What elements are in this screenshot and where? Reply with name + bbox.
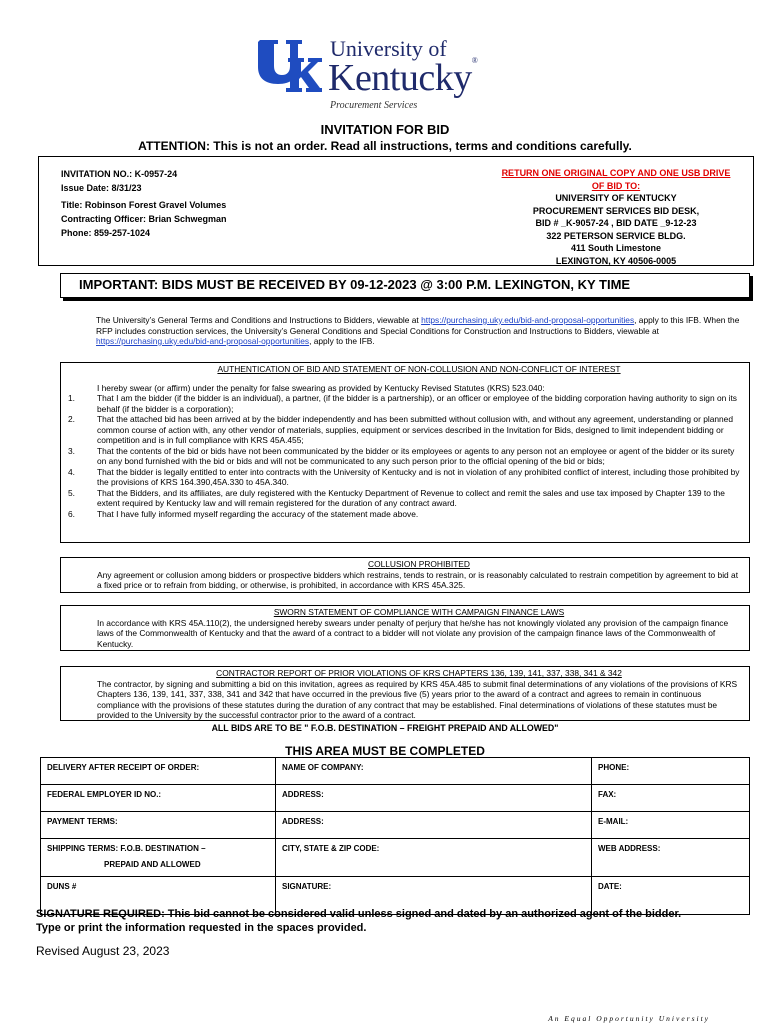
company-name-field[interactable]: NAME OF COMPANY: xyxy=(276,758,592,785)
bid-info-box xyxy=(38,156,754,266)
payment-terms-field[interactable]: PAYMENT TERMS: xyxy=(41,812,276,839)
return-line-3: BID # _K-9057-24 , BID DATE _9-12-23 xyxy=(535,218,697,228)
return-line-2: PROCUREMENT SERVICES BID DESK, xyxy=(532,205,700,216)
item-number: 6. xyxy=(68,508,75,519)
duns-field[interactable]: DUNS # xyxy=(41,877,276,915)
deadline-banner: IMPORTANT: BIDS MUST BE RECEIVED BY 09-12-2023 @ 3:00 P.M. LEXINGTON, KY TIME xyxy=(60,273,750,298)
email-field[interactable]: E-MAIL: xyxy=(592,812,750,839)
form-row xyxy=(41,758,750,785)
contractor-report-text: The contractor, by signing and submitting a bid on this invitation, agrees as required by KRS 45A.485 to submit final determinations of any violations of the provisions of KRS Chapters 136, 139, 141, 337, 338, 341 and 342 that have occurred in the previous five (5) years prior to the award of a contract and agrees to remain in continuous compliance with the provisions of these statutes during the duration of any contract that may be established. Final determinations of violations of these statutes must be provided to the University by the successful contractor prior to the award of a contract. xyxy=(97,678,738,720)
item-text: That the attached bid has been arrived at by the bidder independently and has been submitted without collusion with, and without any agreement, understanding or planned common course of action with, any other vendor of materials, supplies, equipment or services described in the Invitation for Bids, designed to limit independent bidding or competition and is in full compliance with KRS 45A.455; xyxy=(97,414,733,445)
item-text: That the contents of the bid or bids have not been communicated by the bidder or its employees or agents to any person not an employee or agent of the bidder or its surety on any bond furnished with the bid or bids and will not be communicated to any such person prior to the official opening of the bid or bids; xyxy=(97,445,735,466)
authentication-item xyxy=(68,466,741,488)
bid-details xyxy=(61,167,227,240)
form-row xyxy=(41,812,750,839)
form-row xyxy=(41,839,750,877)
construction-terms-link[interactable]: https://purchasing.uky.edu/bid-and-proposal-opportunities xyxy=(96,336,310,346)
invitation-number: INVITATION NO.: K-0957-24 xyxy=(61,169,178,179)
collusion-text: Any agreement or collusion among bidders or prospective bidders which restrains, tends to restrain, or is reasonably calculated to restrain competition by agreement to bid at a fixed price or to refrain from bidding, or otherwise, is prohibited, in accordance with KRS 45A.325. xyxy=(97,569,739,590)
federal-id-field[interactable]: FEDERAL EMPLOYER ID NO.: xyxy=(41,785,276,812)
address-field[interactable]: ADDRESS: xyxy=(276,785,592,812)
web-address-field[interactable]: WEB ADDRESS: xyxy=(592,839,750,877)
footer-eoe: An Equal Opportunity University xyxy=(548,1014,710,1023)
item-number: 1. xyxy=(68,393,75,403)
revision-date: Revised August 23, 2023 xyxy=(36,944,170,958)
logo-procurement-services: Procurement Services xyxy=(330,100,418,111)
authentication-item xyxy=(68,445,741,467)
return-line-4: 322 PETERSON SERVICE BLDG. xyxy=(546,230,686,241)
return-line-5: 411 South Limestone xyxy=(570,243,662,253)
authentication-intro: I hereby swear (or affirm) under the penalty for false swearing as provided by Kentucky Revised Statutes (KRS) 523.040: xyxy=(97,382,545,393)
issue-date: Issue Date: 8/31/23 xyxy=(61,183,142,193)
contracting-officer: Contracting Officer: Brian Schwegman xyxy=(61,214,227,224)
return-address xyxy=(485,167,747,267)
item-text: That I am the bidder (if the bidder is an individual), a partner, (if the bidder is a partnership), or an officer or employee of the bidding corporation having authority to sign on its behalf (if the bidder is a corporation); xyxy=(97,393,737,414)
officer-phone: Phone: 859-257-1024 xyxy=(61,228,151,238)
logo-university-of: University of xyxy=(330,36,447,61)
sworn-statement-section xyxy=(60,605,750,651)
authentication-list xyxy=(68,393,741,519)
signature-field[interactable]: SIGNATURE: xyxy=(276,877,592,915)
sworn-statement-text: In accordance with KRS 45A.110(2), the undersigned hereby swears under penalty of perjury that he/she has not knowingly violated any provision of the campaign finance laws of the Commonwealth of Kentucky and that the award of a contract to a bidder will not violate any provision of the campaign finance laws of the Commonwealth of Kentucky. xyxy=(97,617,729,649)
item-number: 4. xyxy=(68,466,75,477)
item-number: 5. xyxy=(68,487,75,498)
terms-link[interactable]: https://purchasing.uky.edu/bid-and-proposal-opportunities xyxy=(421,315,635,325)
sworn-statement-heading: SWORN STATEMENT OF COMPLIANCE WITH CAMPAIGN FINANCE LAWS xyxy=(273,607,565,617)
authentication-heading: AUTHENTICATION OF BID AND STATEMENT OF NON-COLLUSION AND NON-CONFLICT OF INTEREST xyxy=(217,364,621,374)
delivery-field[interactable]: DELIVERY AFTER RECEIPT OF ORDER: xyxy=(41,758,276,785)
phone-field[interactable]: PHONE: xyxy=(592,758,750,785)
date-field[interactable]: DATE: xyxy=(592,877,750,915)
general-terms: The University’s General Terms and Conditions and Instructions to Bidders, viewable at https://purchasing.uky.edu/bid-and-proposal-opportunities, apply to this IFB. When the RFP includes construction services, the University’s General Conditions and Special Conditions for Construction and Instructions to Bidders, viewable at https://purchasing.uky.edu/bid-and-proposal-opportunities, apply to the IFB. xyxy=(96,315,740,346)
authentication-section xyxy=(60,362,750,543)
fax-field[interactable]: FAX: xyxy=(592,785,750,812)
bidder-info-form xyxy=(40,757,750,915)
return-instruction: RETURN ONE ORIGINAL COPY AND ONE USB DRIVE xyxy=(501,168,731,178)
return-line-1: UNIVERSITY OF KENTUCKY xyxy=(555,193,677,203)
collusion-heading: COLLUSION PROHIBITED xyxy=(368,559,470,569)
item-text: That I have fully informed myself regarding the accuracy of the statement made above. xyxy=(97,508,419,519)
item-text: That the Bidders, and its affiliates, are duly registered with the Kentucky Department of Revenue to collect and remit the sales and use tax imposed by Chapter 139 to the extent required by Kentucky law and will remain registered for the duration of any contract award. xyxy=(97,487,725,508)
city-state-zip-field[interactable]: CITY, STATE & ZIP CODE: xyxy=(276,839,592,877)
page-title: INVITATION FOR BID xyxy=(320,122,450,137)
item-number: 3. xyxy=(68,445,75,456)
form-row xyxy=(41,785,750,812)
item-text: That the bidder is legally entitled to enter into contracts with the University of Kentucky and is not in violation of any prohibited conflict of interest, including those prohibited by the provisions of KRS 164.390,45A.330 to 45A.340. xyxy=(97,466,740,487)
contractor-report-section xyxy=(60,666,750,721)
fob-notice: ALL BIDS ARE TO BE " F.O.B. DESTINATION – FREIGHT PREPAID AND ALLOWED" xyxy=(211,723,559,733)
uk-logo-icon xyxy=(258,38,322,96)
bid-title: Title: Robinson Forest Gravel Volumes xyxy=(61,200,227,210)
authentication-item xyxy=(68,393,741,414)
university-logo xyxy=(258,36,518,116)
logo-kentucky: Kentucky® xyxy=(328,56,478,99)
item-number: 2. xyxy=(68,414,75,424)
shipping-terms-field[interactable]: SHIPPING TERMS: F.O.B. DESTINATION – PREPAID AND ALLOWED xyxy=(41,839,276,877)
return-instruction-2: OF BID TO: xyxy=(591,180,641,191)
signature-required-notice: SIGNATURE REQUIRED: This bid cannot be considered valid unless signed and dated by an authorized agent of the bidder. Type or print the information requested in the spaces provided. xyxy=(36,908,682,934)
address-2-field[interactable]: ADDRESS: xyxy=(276,812,592,839)
return-line-6: LEXINGTON, KY 40506-0005 xyxy=(555,255,677,266)
collusion-section xyxy=(60,557,750,593)
authentication-item xyxy=(68,508,741,520)
authentication-item xyxy=(68,487,741,509)
authentication-item xyxy=(68,414,741,446)
form-title: THIS AREA MUST BE COMPLETED xyxy=(285,744,485,758)
contractor-report-heading: CONTRACTOR REPORT OF PRIOR VIOLATIONS OF KRS CHAPTERS 136, 139, 141, 337, 338, 341 & 342 xyxy=(216,668,622,678)
attention-notice: ATTENTION: This is not an order. Read all instructions, terms and conditions carefully. xyxy=(138,139,632,153)
